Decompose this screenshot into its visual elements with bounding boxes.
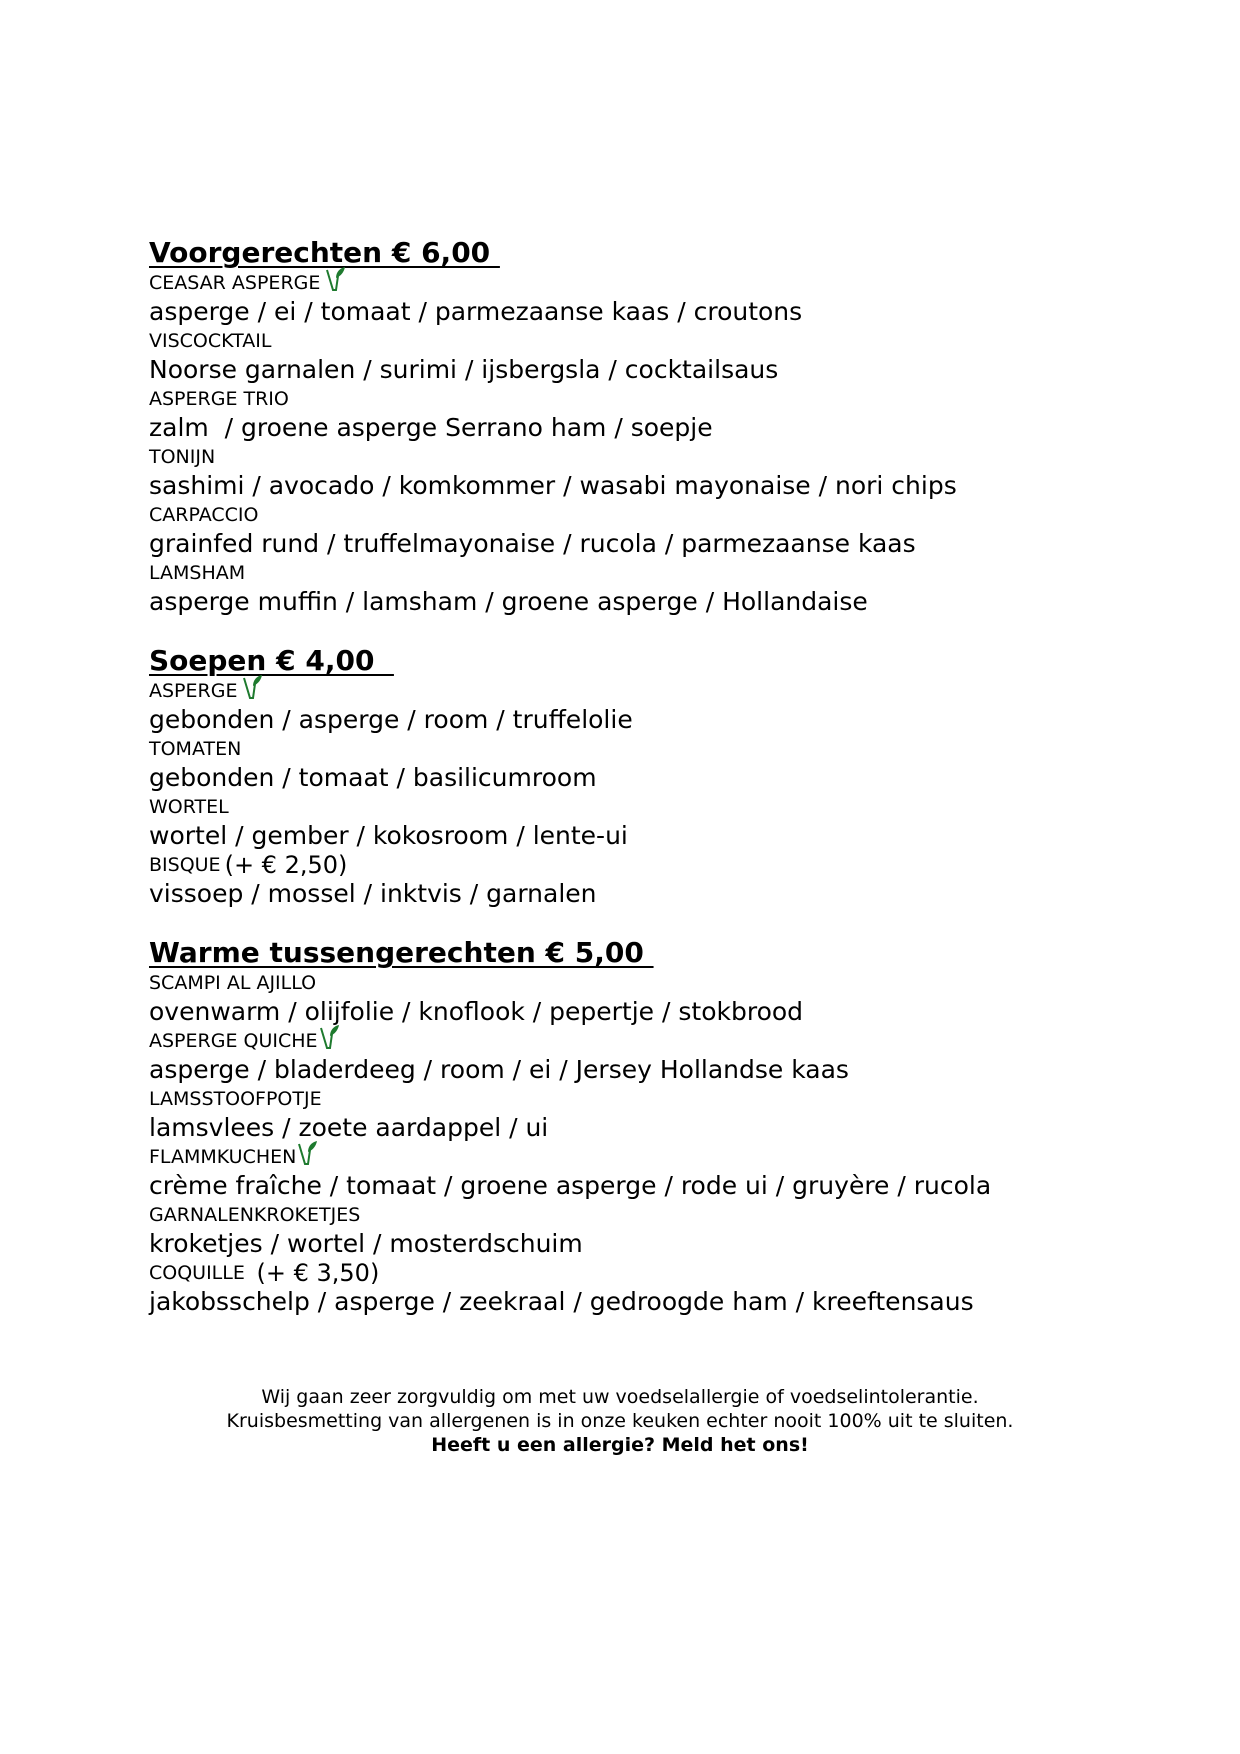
menu-item [149, 970, 1109, 1028]
item-description: asperge muffin / lamsham / groene asperge / Hollandaise [149, 587, 868, 616]
item-name: CEASAR ASPERGE [149, 270, 1109, 296]
item-name: LAMSHAM [149, 562, 246, 584]
menu-item [149, 560, 1109, 618]
menu-item [149, 1260, 1109, 1318]
vegetarian-leaf-icon [324, 266, 346, 292]
item-name: ASPERGE [149, 678, 1109, 704]
section-title: Soepen € 4,00 [149, 644, 394, 677]
menu-page [149, 236, 1109, 1344]
menu-item [149, 1202, 1109, 1260]
item-name: FLAMMKUCHEN [149, 1144, 1109, 1170]
item-description: crème fraîche / tomaat / groene asperge / rode ui / gruyère / rucola [149, 1171, 992, 1200]
item-description: jakobsschelp / asperge / zeekraal / gedroogde ham / kreeftensaus [149, 1287, 974, 1316]
item-name: GARNALENKROKETJES [149, 1204, 361, 1226]
item-name: COQUILLE (+ € 3,50) [149, 1259, 380, 1287]
item-description: zalm / groene asperge Serrano ham / soepje [149, 413, 713, 442]
allergy-notice-line-2: Kruisbesmetting van allergenen is in onze keuken echter nooit 100% uit te sluiten. [226, 1410, 1014, 1432]
menu-item [149, 386, 1109, 444]
section-warme-tussengerechten [149, 936, 1109, 1318]
item-description: Noorse garnalen / surimi / ijsbergsla / cocktailsaus [149, 355, 779, 384]
menu-item [149, 328, 1109, 386]
item-description: vissoep / mossel / inktvis / garnalen [149, 879, 597, 908]
item-surcharge: (+ € 3,50) [248, 1259, 380, 1287]
item-description: lamsvlees / zoete aardappel / ui [149, 1113, 549, 1142]
section-soepen [149, 644, 1109, 910]
item-description: grainfed rund / truffelmayonaise / rucola / parmezaanse kaas [149, 529, 916, 558]
item-name: TONIJN [149, 446, 216, 468]
item-name: ASPERGE QUICHE [149, 1028, 1109, 1054]
menu-item [149, 1028, 1109, 1086]
item-name: BISQUE (+ € 2,50) [149, 851, 348, 879]
menu-item [149, 794, 1109, 852]
section-voorgerechten [149, 236, 1109, 618]
item-description: asperge / ei / tomaat / parmezaanse kaas / croutons [149, 297, 803, 326]
vegetarian-leaf-icon [296, 1140, 318, 1166]
menu-item [149, 1144, 1109, 1202]
menu-item [149, 270, 1109, 328]
item-name: LAMSSTOOFPOTJE [149, 1088, 322, 1110]
item-description: asperge / bladerdeeg / room / ei / Jersey Hollandse kaas [149, 1055, 849, 1084]
item-surcharge: (+ € 2,50) [224, 851, 348, 879]
item-description: kroketjes / wortel / mosterdschuim [149, 1229, 583, 1258]
item-name: VISCOCKTAIL [149, 330, 272, 352]
vegetarian-leaf-icon [241, 674, 263, 700]
item-name: SCAMPI AL AJILLO [149, 972, 317, 994]
item-description: ovenwarm / olijfolie / knoflook / pepertje / stokbrood [149, 997, 804, 1026]
menu-item [149, 678, 1109, 736]
menu-item [149, 852, 1109, 910]
item-description: wortel / gember / kokosroom / lente-ui [149, 821, 628, 850]
item-description: sashimi / avocado / komkommer / wasabi mayonaise / nori chips [149, 471, 957, 500]
menu-item [149, 1086, 1109, 1144]
allergy-notice [0, 1385, 1240, 1457]
section-title: Voorgerechten € 6,00 [149, 236, 500, 269]
item-name: WORTEL [149, 796, 229, 818]
item-name: ASPERGE TRIO [149, 388, 289, 410]
item-name: CARPACCIO [149, 504, 259, 526]
item-description: gebonden / tomaat / basilicumroom [149, 763, 597, 792]
item-description: gebonden / asperge / room / truffelolie [149, 705, 633, 734]
menu-item [149, 444, 1109, 502]
allergy-notice-callout: Heeft u een allergie? Meld het ons! [431, 1434, 809, 1456]
item-name: TOMATEN [149, 738, 242, 760]
section-title: Warme tussengerechten € 5,00 [149, 936, 654, 969]
allergy-notice-line-1: Wij gaan zeer zorgvuldig om met uw voedselallergie of voedselintolerantie. [261, 1386, 979, 1408]
menu-item [149, 502, 1109, 560]
menu-item [149, 736, 1109, 794]
vegetarian-leaf-icon [318, 1024, 340, 1050]
